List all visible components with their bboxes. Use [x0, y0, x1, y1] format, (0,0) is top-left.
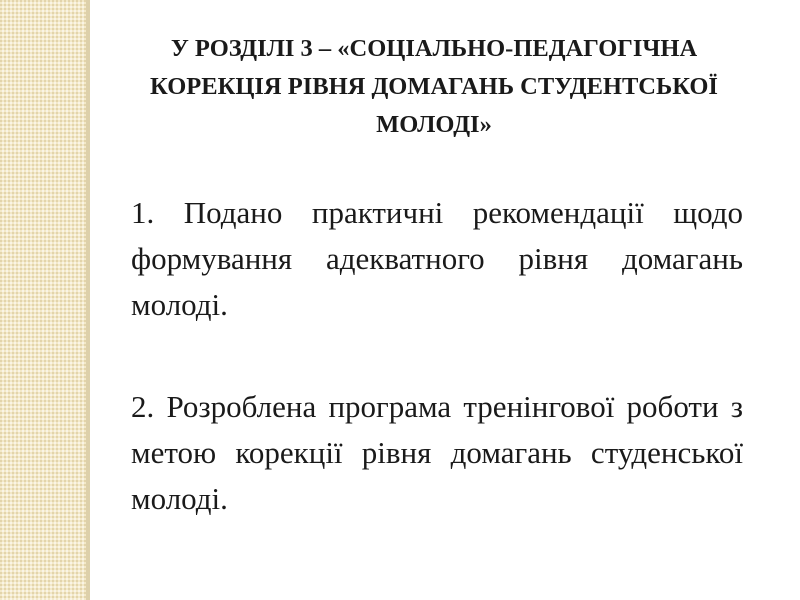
point-2-text: 2. Розроблена програма тренінгової роботи з метою корекції рівня домагань студенської молоді.: [131, 389, 743, 516]
side-band-divider: [86, 0, 90, 600]
point-1-text: 1. Подано практичні рекомендації щодо формування адекватного рівня домагань молоді.: [131, 195, 743, 322]
slide-title: У РОЗДІЛІ 3 – «СОЦІАЛЬНО-ПЕДАГОГІЧНА КОРЕКЦІЯ РІВНЯ ДОМАГАНЬ СТУДЕНТСЬКОЇ МОЛОДІ»: [150, 35, 718, 138]
decorative-side-band: [0, 0, 86, 600]
